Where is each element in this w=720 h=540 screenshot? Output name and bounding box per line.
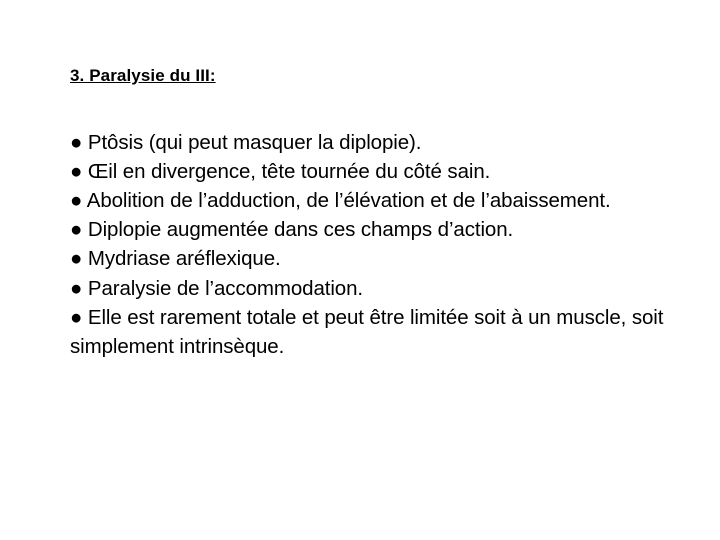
slide-body [70,128,670,361]
list-item: ● Elle est rarement totale et peut être limitée soit à un muscle, soit simplement intrinsèque. [70,305,669,358]
list-item: ● Mydriase aréflexique. [70,247,281,271]
list-item: ● Ptôsis (qui peut masquer la diplopie). [70,131,422,154]
list-item: ● Paralysie de l’accommodation. [70,276,363,300]
list-item: ● Abolition de l’adduction, de l’élévation et de l’abaissement. [70,189,611,213]
slide-title: 3. Paralysie du III: [70,66,216,85]
list-item: ● Œil en divergence, tête tournée du côté sain. [70,160,491,184]
list-item: ● Diplopie augmentée dans ces champs d’action. [70,218,514,242]
